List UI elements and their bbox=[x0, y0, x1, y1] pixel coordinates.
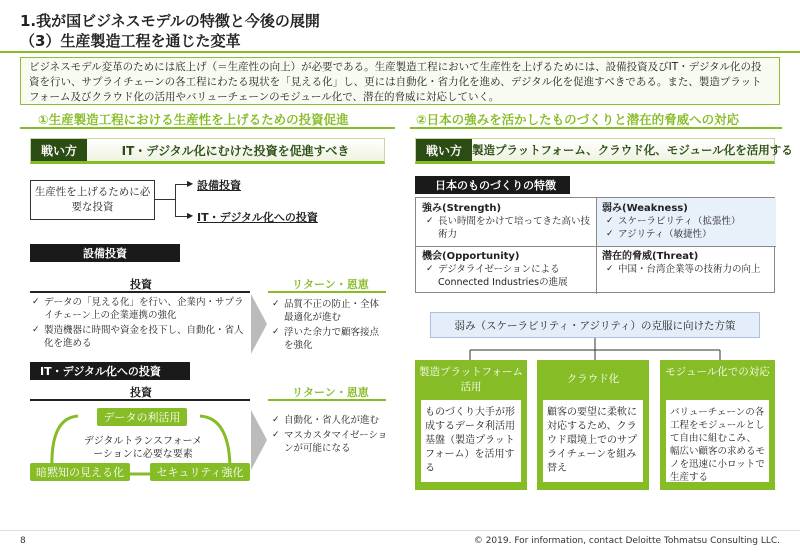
swot-opportunity bbox=[416, 246, 596, 293]
triangle-edge bbox=[52, 416, 78, 470]
list-item: ✓ スケーラビリティ（拡張性） bbox=[606, 215, 770, 228]
return-underline bbox=[268, 291, 386, 293]
strategy-text: 製造プラットフォーム、クラウド化、モジュール化を活用する bbox=[472, 143, 793, 157]
policy-pill: 弱み（スケーラビリティ・アジリティ）の克服に向けた方策 bbox=[430, 312, 760, 338]
pill-tacit-knowledge: 暗黙知の見える化 bbox=[30, 463, 130, 481]
col-body: 顧客の要望に柔軟に対応するため、クラウド環境上でのサプライチェーンを組み替え bbox=[543, 400, 643, 482]
invest-label: 投資 bbox=[130, 386, 152, 399]
list-item: ✓ データの「見える化」を行い、企業内・サプライチェーン上の企業連携の強化 bbox=[32, 296, 252, 322]
branch-it: IT・デジタル化への投資 bbox=[197, 211, 318, 224]
col-head: クラウド化 bbox=[566, 373, 620, 385]
swot-grid bbox=[415, 197, 775, 293]
swot-threat bbox=[596, 246, 776, 280]
col-head: モジュール化での対応 bbox=[665, 366, 770, 378]
page-number: 8 bbox=[20, 536, 26, 546]
left-section-title: ①生産製造工程における生産性を上げるための投資促進 bbox=[38, 112, 349, 127]
it-return-list bbox=[272, 414, 388, 455]
list-item: ✓ アジリティ（敏捷性） bbox=[606, 228, 770, 241]
tree-connector bbox=[175, 184, 176, 216]
col-head: 製造プラットフォーム活用 bbox=[419, 366, 523, 393]
right-section-divider bbox=[410, 127, 782, 129]
invest-label: 投資 bbox=[130, 278, 152, 291]
invest-underline bbox=[30, 291, 250, 293]
return-underline bbox=[268, 399, 386, 401]
swot-bar: 日本のものづくりの特徴 bbox=[415, 176, 570, 194]
swot-strength bbox=[416, 198, 596, 245]
arrow-right-icon: ▶ bbox=[187, 211, 194, 220]
right-strategy-banner bbox=[415, 138, 793, 164]
equipment-bar: 設備投資 bbox=[30, 244, 180, 262]
return-label: リターン・恩恵 bbox=[292, 278, 369, 291]
pill-data-utilization: データの利活用 bbox=[97, 408, 187, 426]
strategy-tag: 戦い方 bbox=[31, 139, 87, 161]
return-label: リターン・恩恵 bbox=[292, 386, 369, 399]
it-bar: IT・デジタル化への投資 bbox=[30, 362, 190, 380]
list-item: ✓ 製造機器に時間や資金を投下し、自動化・省人化を進める bbox=[32, 324, 252, 350]
swot-strength-title: 強み(Strength) bbox=[422, 203, 502, 214]
summary-box: ビジネスモデル変革のためには底上げ（＝生産性の向上）が必要である。生産製造工程において生産性を上げるためには、設備投資及びIT・デジタル化の投資を行い、サプライチェーンの各工程にわたる現状を「見える化」し、更には自動化・省力化を進め、デジタル化を促進すべきである。また、製造プラットフォーム及びクラウド化の活用やバリューチェーンのモジュール化で、潜在的脅威に対応していく。 bbox=[20, 57, 780, 105]
branch-equipment: 設備投資 bbox=[197, 179, 241, 192]
list-item: ✓ 品質不正の防止・全体最適化が進む bbox=[272, 298, 388, 324]
strategy-text: IT・デジタル化にむけた投資を促進すべき bbox=[121, 143, 350, 158]
root-investment-box: 生産性を上げるために必要な投資 bbox=[30, 180, 155, 220]
header-divider bbox=[0, 51, 800, 53]
equipment-invest-list bbox=[32, 296, 252, 350]
chevron-right-icon bbox=[251, 410, 267, 470]
col-module bbox=[660, 360, 775, 490]
arrow-right-icon: ▶ bbox=[187, 179, 194, 188]
equipment-return-list bbox=[272, 298, 388, 352]
page-subtitle: （3）生産製造工程を通じた変革 bbox=[20, 32, 241, 50]
strategy-tag: 戦い方 bbox=[416, 139, 472, 161]
pill-security: セキュリティ強化 bbox=[150, 463, 250, 481]
col-platform bbox=[415, 360, 527, 490]
swot-opportunity-title: 機会(Opportunity) bbox=[422, 251, 520, 262]
col-body: バリューチェーンの各工程をモジュールとして自由に組むこみ、幅広い顧客の求めるモノを迅速に小ロットで生産する bbox=[666, 400, 769, 482]
swot-weakness bbox=[596, 198, 776, 245]
right-section-title: ②日本の強みを活かしたものづくりと潜在的脅威への対応 bbox=[416, 112, 740, 127]
left-strategy-banner bbox=[30, 138, 385, 164]
policy-connector bbox=[415, 338, 775, 362]
col-body: ものづくり大手が形成するデータ利活用基盤（製造プラットフォーム）を活用する bbox=[421, 400, 521, 482]
chevron-right-icon bbox=[251, 294, 267, 354]
invest-underline bbox=[30, 399, 250, 401]
copyright: © 2019. For information, contact Deloitte Tohmatsu Consulting LLC. bbox=[473, 536, 780, 546]
list-item: ✓ 浮いた余力で顧客接点を強化 bbox=[272, 326, 388, 352]
dx-center-text: デジタルトランスフォーメーションに必要な要素 bbox=[83, 436, 203, 460]
list-item: ✓ 長い時間をかけて培ってきた高い技術力 bbox=[426, 215, 590, 241]
list-item: ✓ デジタライゼーションによるConnected Industriesの進展 bbox=[426, 263, 590, 289]
list-item: ✓ 中国・台湾企業等の技術力の向上 bbox=[606, 263, 770, 276]
tree-connector bbox=[155, 199, 175, 200]
left-section-divider bbox=[20, 127, 395, 129]
page-title: 1.我が国ビジネスモデルの特徴と今後の展開 bbox=[20, 12, 320, 30]
list-item: ✓ マスカスタマイゼーションが可能になる bbox=[272, 429, 388, 455]
col-cloud bbox=[537, 360, 649, 490]
triangle-edge bbox=[200, 416, 230, 470]
footer-divider bbox=[0, 530, 800, 531]
swot-weakness-title: 弱み(Weakness) bbox=[602, 203, 688, 214]
swot-threat-title: 潜在的脅威(Threat) bbox=[602, 251, 699, 262]
list-item: ✓ 自動化・省人化が進む bbox=[272, 414, 388, 427]
